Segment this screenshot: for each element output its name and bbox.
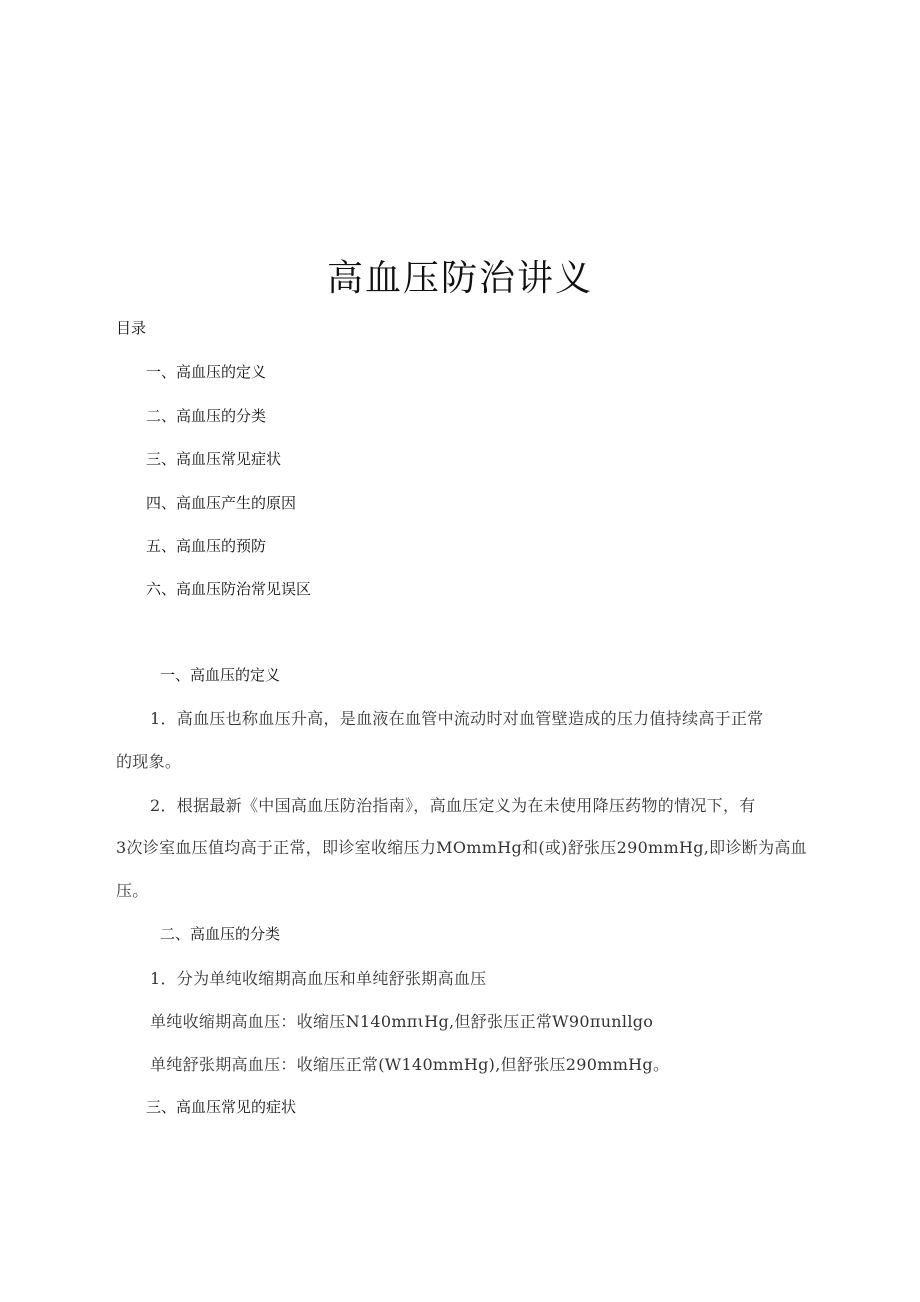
paragraph-line: 的现象。 bbox=[116, 752, 182, 771]
paragraph-line: 2．根据最新《中国高血压防治指南》，高血压定义为在未使用降压药物的情况下，有 bbox=[150, 796, 756, 815]
paragraph-line: 1．高血压也称血压升高，是血液在血管中流动时对血管壁造成的压力值持续高于正常 bbox=[150, 709, 764, 728]
document-title: 高血压防治讲义 bbox=[326, 258, 593, 299]
toc-item-classification: 二、高血压的分类 bbox=[146, 407, 267, 425]
paragraph-line: 1．分为单纯收缩期高血压和单纯舒张期高血压 bbox=[150, 969, 487, 988]
toc-item-misconceptions: 六、高血压防治常见误区 bbox=[146, 580, 312, 598]
section-heading-classification: 二、高血压的分类 bbox=[160, 925, 281, 943]
toc-item-symptoms: 三、高血压常见症状 bbox=[146, 450, 282, 468]
section-heading-symptoms: 三、高血压常见的症状 bbox=[146, 1098, 297, 1116]
paragraph-line: 3次诊室血压值均高于正常，即诊室收缩压力MOmmHg和(或)舒张压290mmHg,即诊断为高血 bbox=[116, 838, 807, 857]
toc-item-causes: 四、高血压产生的原因 bbox=[146, 494, 297, 512]
paragraph-line: 单纯舒张期高血压：收缩压正常(W140mmHg),但舒张压290mmHg。 bbox=[150, 1055, 670, 1074]
toc-item-definition: 一、高血压的定义 bbox=[146, 363, 267, 381]
toc-item-prevention: 五、高血压的预防 bbox=[146, 537, 267, 555]
toc-heading: 目录 bbox=[116, 319, 147, 337]
paragraph-line: 单纯收缩期高血压：收缩压N140mπιHg,但舒张压正常W90πunllgo bbox=[150, 1012, 654, 1031]
section-heading-definition: 一、高血压的定义 bbox=[160, 666, 281, 684]
paragraph-line: 压。 bbox=[116, 881, 149, 900]
